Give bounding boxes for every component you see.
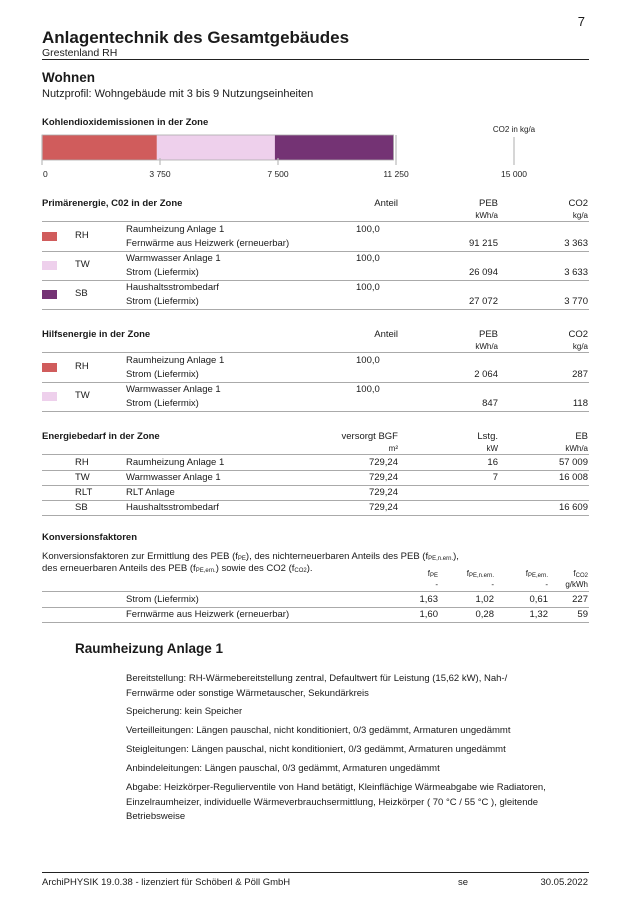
text: ), des nichterneuerbaren Anteils des PEB (f: [245, 551, 429, 562]
konv-row-fco2: 59: [577, 609, 588, 620]
divider: [42, 454, 589, 455]
primaer-header-co2-unit: kg/a: [572, 211, 588, 220]
konv-row-fpee: 1,32: [529, 609, 548, 620]
factor-symbol: f: [525, 569, 528, 578]
footer-date: 30.05.2022: [540, 877, 588, 888]
raumheizung-paragraph: Bereitstellung: RH-Wärmebereitstellung zentral, Defaultwert für Leistung (15,62 kW), Nah-/ Fernwärme oder sonstige Wärmetauscher, Sekundärkreis: [126, 673, 508, 699]
divider: [42, 485, 589, 486]
row-peb: 27 072: [468, 296, 498, 307]
row-name: Warmwasser Anlage 1: [126, 472, 221, 483]
row-lstg: 7: [492, 472, 498, 483]
row-code: TW: [75, 259, 90, 270]
row-code: TW: [75, 472, 90, 483]
row-co2: 118: [572, 398, 588, 409]
row-peb: 26 094: [468, 267, 498, 278]
raumheizung-paragraph: Verteilleitungen: Längen pauschal, nicht konditioniert, 0/3 gedämmt, Armaturen ungedämmt: [126, 725, 511, 736]
co2-bar-segment-tw: [157, 135, 275, 160]
factor-subscript: PE: [429, 573, 438, 579]
bedarf-title: Energiebedarf in der Zone: [42, 431, 160, 442]
legend-swatch-rh: [42, 232, 57, 241]
text: des erneuerbaren Anteils des PEB (f: [42, 563, 196, 574]
divider: [42, 352, 589, 353]
konv-row-name: Fernwärme aus Heizwerk (erneuerbar): [126, 609, 290, 620]
footer-software: ArchiPHYSIK 19.0.38 - lizenziert für Schöberl & Pöll GmbH: [42, 877, 291, 888]
konv-title: Konversionsfaktoren: [42, 532, 138, 543]
legend-swatch-tw: [42, 392, 57, 401]
primaer-title: Primärenergie, C02 in der Zone: [42, 198, 183, 209]
konv-header-unit: g/kWh: [565, 580, 588, 589]
divider: [42, 280, 589, 281]
text: Konversionsfaktoren zur Ermittlung des PEB (f: [42, 551, 238, 562]
row-name: Haushaltsstrombedarf: [126, 282, 219, 293]
row-co2: 3 770: [564, 296, 588, 307]
konv-row-fpe: 1,60: [419, 609, 438, 620]
row-name: RLT Anlage: [126, 487, 175, 498]
hilf-header-anteil: Anteil: [374, 329, 398, 340]
text: ).: [306, 563, 313, 574]
hilf-header-peb-unit: kWh/a: [475, 342, 498, 351]
divider: [42, 411, 589, 412]
row-anteil: 100,0: [356, 384, 380, 395]
row-eb: 16 609: [558, 502, 588, 513]
row-name: Haushaltsstrombedarf: [126, 502, 219, 513]
raumheizung-title: Raumheizung Anlage 1: [75, 641, 224, 656]
konv-description-line1: [42, 551, 459, 562]
konv-row-fpee: 0,61: [529, 594, 548, 605]
text: ) sowie des CO2 (f: [215, 563, 295, 574]
primaer-header-anteil: Anteil: [374, 198, 398, 209]
factor-subscript: PE,ern.: [527, 573, 548, 579]
row-code: TW: [75, 390, 90, 401]
row-name: Raumheizung Anlage 1: [126, 457, 225, 468]
divider: [42, 515, 589, 516]
konv-row-name: Strom (Liefermix): [126, 594, 199, 605]
bedarf-header-lstg-unit: kW: [486, 444, 498, 453]
co2-axis-tick-label: 15 000: [501, 169, 527, 179]
bedarf-header-bgf-unit: m²: [388, 444, 398, 453]
row-co2: 3 363: [564, 238, 588, 249]
row-name: Raumheizung Anlage 1: [126, 224, 225, 235]
row-peb: 847: [482, 398, 498, 409]
footer-divider: [42, 872, 589, 873]
row-anteil: 100,0: [356, 282, 380, 293]
page-subtitle: Grestenland RH: [42, 47, 118, 59]
konv-header-unit: -: [491, 580, 494, 589]
bedarf-header-bgf: versorgt BGF: [341, 431, 398, 442]
co2-bar-segment-rh: [42, 135, 157, 160]
factor-symbol: f: [573, 569, 576, 578]
raumheizung-paragraph: Speicherung: kein Speicher: [126, 706, 243, 717]
divider: [42, 607, 589, 608]
hilf-header-peb: PEB: [478, 329, 498, 340]
co2-axis-tick-label: 3 750: [149, 169, 171, 179]
row-co2: 3 633: [564, 267, 588, 278]
row-eb: 57 009: [558, 457, 588, 468]
row-eb: 16 008: [558, 472, 588, 483]
co2-chart-title: Kohlendioxidemissionen in der Zone: [42, 117, 209, 128]
divider: [42, 309, 589, 310]
row-code: SB: [75, 502, 88, 513]
row-code: RH: [75, 361, 89, 372]
page-title: Anlagentechnik des Gesamtgebäudes: [42, 28, 350, 47]
co2-chart: [0, 0, 637, 190]
co2-axis-tick-label: 7 500: [267, 169, 289, 179]
factor-subscript: CO2: [575, 573, 588, 579]
bedarf-header-eb-unit: kWh/a: [565, 444, 588, 453]
row-bgf: 729,24: [368, 502, 398, 513]
bedarf-header-lstg: Lstg.: [477, 431, 498, 442]
hilf-header-co2: CO2: [568, 329, 588, 340]
factor-subscript: PE,n.ern.: [468, 573, 494, 579]
text: ),: [453, 551, 459, 562]
subscript: CO2: [294, 568, 307, 574]
co2-axis-tick-label: 11 250: [383, 169, 409, 179]
legend-swatch-sb: [42, 290, 57, 299]
subscript: PE: [237, 556, 246, 562]
co2-axis-tick-label: 0: [43, 169, 48, 179]
row-bgf: 729,24: [368, 472, 398, 483]
konv-description-line2: [42, 563, 313, 574]
row-code: SB: [75, 288, 88, 299]
divider: [42, 622, 589, 623]
konv-header: [444, 569, 494, 579]
row-code: RH: [75, 457, 89, 468]
primaer-header-peb: PEB: [478, 198, 498, 209]
factor-symbol: f: [427, 569, 430, 578]
co2-bar-segment-sb: [275, 135, 394, 160]
row-bgf: 729,24: [368, 487, 398, 498]
konv-header: [538, 569, 588, 579]
row-anteil: 100,0: [356, 224, 380, 235]
primaer-header-co2: CO2: [568, 198, 588, 209]
konv-header-unit: -: [435, 580, 438, 589]
raumheizung-paragraph: Abgabe: Heizkörper-Regulierventile von Hand betätigt, Kleinflächige Wärmeabgabe wie Radiatoren, Einzelraumheizer, individuelle Wärmeverbrauchsermittlung, Heizkörper ( 70 °C / 55 °C ), gleitende Betriebsweise: [126, 782, 546, 822]
divider: [42, 221, 589, 222]
divider: [42, 382, 589, 383]
row-name: Raumheizung Anlage 1: [126, 355, 225, 366]
factor-symbol: f: [466, 569, 469, 578]
row-name: Warmwasser Anlage 1: [126, 253, 221, 264]
zone-title: Wohnen: [42, 70, 95, 85]
konv-row-fpe: 1,63: [419, 594, 438, 605]
divider: [42, 470, 589, 471]
row-source: Strom (Liefermix): [126, 398, 199, 409]
page-number: 7: [577, 14, 585, 29]
row-name: Warmwasser Anlage 1: [126, 384, 221, 395]
subscript: PE,n.ern.: [428, 556, 454, 562]
row-source: Fernwärme aus Heizwerk (erneuerbar): [126, 238, 290, 249]
primaer-header-peb-unit: kWh/a: [475, 211, 498, 220]
row-code: RLT: [75, 487, 93, 498]
raumheizung-paragraph: Anbindeleitungen: Längen pauschal, 0/3 gedämmt, Armaturen ungedämmt: [126, 763, 440, 774]
hilf-header-co2-unit: kg/a: [572, 342, 588, 351]
divider: [42, 251, 589, 252]
row-bgf: 729,24: [368, 457, 398, 468]
subscript: PE,ern.: [195, 568, 216, 574]
konv-header: [388, 569, 438, 579]
row-peb: 91 215: [468, 238, 498, 249]
row-source: Strom (Liefermix): [126, 296, 199, 307]
divider: [42, 500, 589, 501]
row-source: Strom (Liefermix): [126, 267, 199, 278]
konv-row-fpen: 1,02: [475, 594, 494, 605]
footer-user: se: [458, 877, 469, 888]
raumheizung-paragraph: Steigleitungen: Längen pauschal, nicht konditioniert, 0/3 gedämmt, Armaturen ungedämmt: [126, 744, 506, 755]
row-anteil: 100,0: [356, 355, 380, 366]
row-co2: 287: [572, 369, 588, 380]
legend-swatch-tw: [42, 261, 57, 270]
konv-row-fpen: 0,28: [475, 609, 494, 620]
row-peb: 2 064: [474, 369, 498, 380]
hilf-title: Hilfsenergie in der Zone: [42, 329, 151, 340]
bedarf-header-eb: EB: [575, 431, 588, 442]
co2-chart-unit-label: CO2 in kg/a: [492, 125, 536, 134]
row-lstg: 16: [487, 457, 498, 468]
konv-header-unit: -: [545, 580, 548, 589]
row-code: RH: [75, 230, 89, 241]
row-source: Strom (Liefermix): [126, 369, 199, 380]
divider: [42, 591, 589, 592]
konv-row-fco2: 227: [572, 594, 588, 605]
zone-profile: Nutzprofil: Wohngebäude mit 3 bis 9 Nutzungseinheiten: [42, 88, 314, 100]
legend-swatch-rh: [42, 363, 57, 372]
row-anteil: 100,0: [356, 253, 380, 264]
